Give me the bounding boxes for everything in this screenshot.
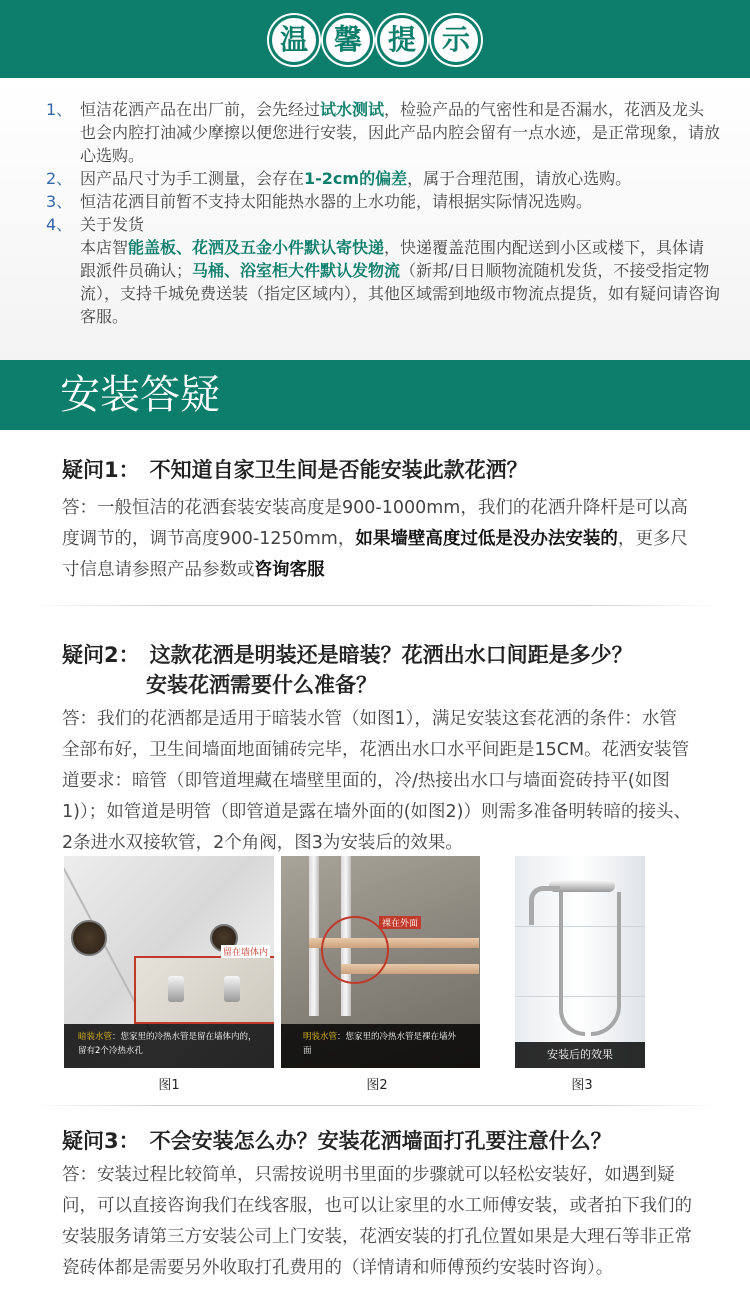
tips-title — [0, 15, 750, 65]
figure-tag: 裸在外面 — [379, 916, 421, 929]
tip-text: ，属于合理范围，请放心选购。 — [407, 169, 632, 188]
tip-text: 恒洁花洒目前暂不支持太阳能热水器的上水功能，请根据实际情况选购。 — [80, 192, 593, 211]
tip-text: 因产品尺寸为手工测量，会存在 — [80, 169, 305, 188]
tip-item — [0, 213, 750, 236]
install-faq-title: 安装答疑 — [60, 372, 220, 418]
faq-answer — [0, 493, 750, 586]
inset-photo — [134, 948, 274, 1024]
figure-note — [64, 1024, 274, 1068]
tips-header — [0, 0, 750, 78]
figure-2-image — [281, 856, 480, 1068]
figure-caption: 图3 — [571, 1078, 593, 1093]
tip-text: 恒洁花洒产品在出厂前，会先经过 — [80, 100, 321, 119]
faq-question-text: 不知道自家卫生间是否能安装此款花洒？ — [149, 458, 528, 482]
tip-highlight: 1-2cm的偏差 — [304, 169, 408, 188]
faq-label: 疑问2： — [62, 643, 140, 667]
faq-question — [0, 1126, 750, 1156]
title-char: 示 — [431, 15, 481, 65]
faq-item — [0, 640, 750, 859]
inset-label: 留在墙体内 — [221, 945, 270, 958]
pipe-hole — [71, 920, 107, 956]
faq-answer-bold: 咨询客服 — [254, 560, 325, 580]
figure-note — [281, 1024, 480, 1068]
valve — [224, 976, 240, 1002]
figure-caption: 图2 — [366, 1078, 388, 1093]
tip-text: （新邦/日日顺物流随机发货，不接受指定物流），支持千城免费送装（指定区域内），其他区域需到地级市物流点提货，如有疑问请咨询客服。 — [80, 261, 721, 326]
faq-question — [0, 670, 750, 700]
faq-answer-text: 答：一般恒洁的花洒套装安装高度是900-1000mm，我们的花洒升降杆是可以高度调节的，调节高度900-1250mm， — [62, 498, 688, 549]
faq-answer: 答：安装过程比较简单，只需按说明书里面的步骤就可以轻松安装好，如遇到疑问，可以直接咨询我们在线客服，也可以让家里的水工师傅安装，或者拍下我们的安装服务请第三方安装公司上门安装，花洒安装的打孔位置如果是大理石等非正常瓷砖体都是需要另外收取打孔费用的（详情请和师傅预约安装时咨询）。 — [62, 1165, 692, 1278]
figure-1-image — [64, 856, 274, 1068]
tip-highlight: 能盖板、花洒及五金小件默认寄快递 — [128, 238, 385, 257]
faq-answer-text: ，更多尺寸信息请参照产品参数或 — [62, 529, 688, 580]
tip-item — [0, 167, 750, 190]
figure-note-bold: 暗装水管 — [78, 1032, 113, 1042]
tip-item — [0, 190, 750, 213]
tip-text: ，快递覆盖范围内配送到小区或楼下，具体请跟派件员确认； — [80, 238, 705, 280]
hose — [559, 892, 585, 1036]
faq-label: 疑问3： — [62, 1129, 140, 1153]
divider — [30, 605, 720, 606]
pipe — [309, 856, 319, 1016]
install-faq-band — [0, 360, 750, 430]
tip-number: 3、 — [46, 192, 73, 211]
hose — [591, 892, 621, 1036]
figure-caption: 图1 — [158, 1078, 180, 1093]
title-char: 提 — [377, 15, 427, 65]
tip-item — [0, 98, 750, 167]
tip-number: 2、 — [46, 169, 73, 188]
figure-note: 安装后的效果 — [515, 1042, 645, 1068]
faq-item — [0, 1126, 750, 1284]
faq-question — [0, 640, 750, 670]
faq-answer: 答：我们的花洒都是适用于暗装水管（如图1），满足安装这套花洒的条件：水管全部布好，卫生间墙面地面铺砖完毕，花洒出水口水平间距是15CM。花洒安装管道要求：暗管（即管道埋藏在墙壁里面的，冷/热接出水口与墙面瓷砖持平(如图1)）；如管道是明管（即管道是露在墙外面的(如图2)）则需多准备明转暗的接头、2条进水双接软管，2个角阀，图3为安装后的效果。 — [62, 709, 691, 853]
faq-question — [0, 455, 750, 485]
tip-number: 4、 — [46, 215, 73, 234]
figure-note-text: ：您家里的冷热水管是裸在墙外面 — [303, 1032, 457, 1056]
tips-list — [0, 78, 750, 360]
tip-highlight: 马桶、浴室柜大件默认发物流 — [192, 261, 401, 280]
title-char: 温 — [269, 15, 319, 65]
divider — [30, 1105, 720, 1106]
faq-answer-bold: 如果墙壁高度过低是没办法安装的 — [355, 529, 618, 549]
faq-item — [0, 455, 750, 586]
figure-note-bold: 明装水管 — [303, 1032, 338, 1042]
tip-title: 关于发货 — [80, 215, 145, 234]
faucet-spout — [529, 886, 560, 925]
figure-3-image — [515, 856, 645, 1068]
tip-item — [0, 236, 750, 328]
valve — [168, 976, 184, 1002]
tip-text: 本店智 — [80, 238, 129, 257]
tip-highlight: 试水测试 — [320, 100, 385, 119]
faq-question-text: 安装花洒需要什么准备？ — [146, 673, 377, 697]
figure-note-text: ：您家里的冷热水管是留在墙体内的，留有2个冷热水孔 — [78, 1032, 257, 1056]
faq-label: 疑问1： — [62, 458, 140, 482]
title-char: 馨 — [323, 15, 373, 65]
tip-text: ，检验产品的气密性和是否漏水，花洒及龙头也会内腔打油减少摩擦以便您进行安装，因此产品内腔会留有一点水迹，是正常现象，请放心选购。 — [80, 100, 721, 165]
faq-question-text: 不会安装怎么办？安装花洒墙面打孔要注意什么？ — [149, 1129, 612, 1153]
faq-question-text: 这款花洒是明装还是暗装？花洒出水口间距是多少？ — [149, 643, 633, 667]
tip-number: 1、 — [46, 100, 73, 119]
